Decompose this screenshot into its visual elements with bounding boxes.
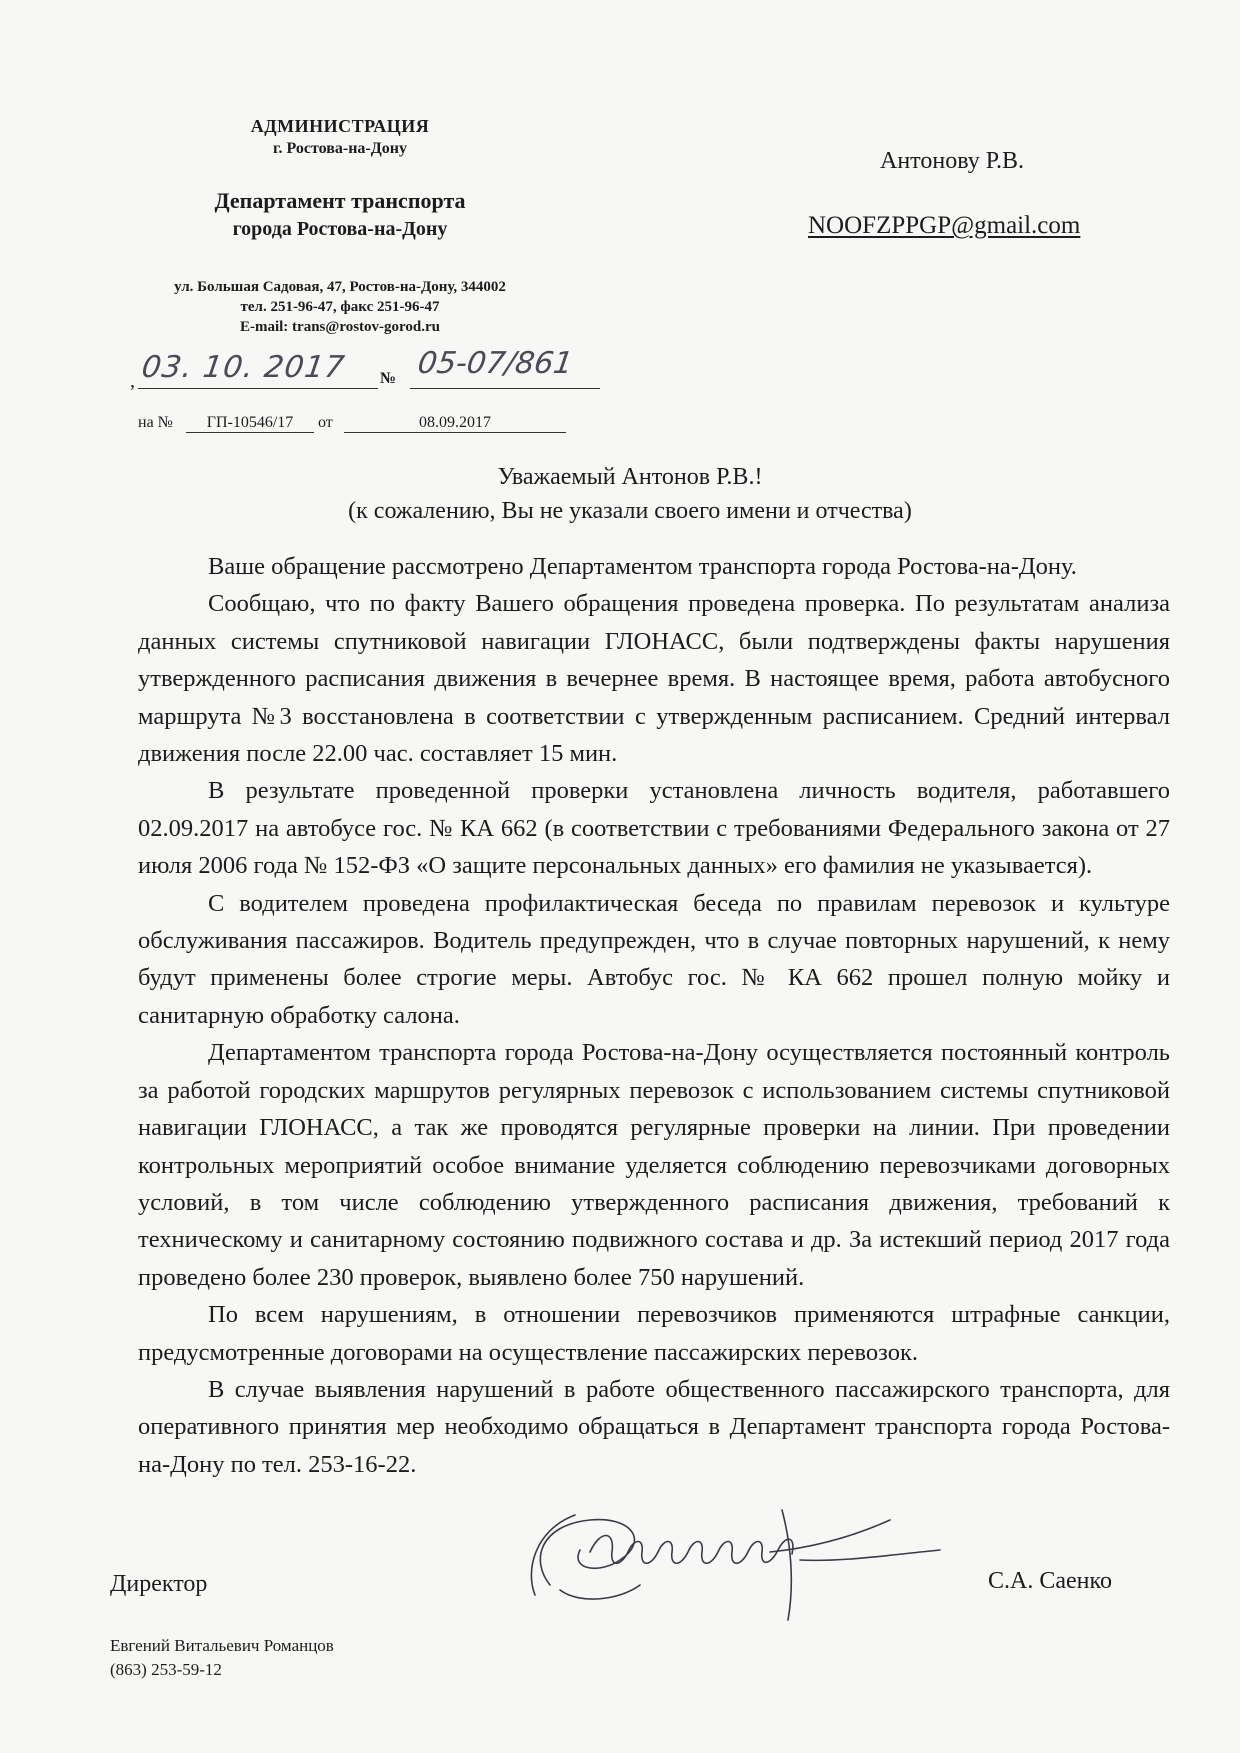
- letterhead-department-line1: Департамент транспорта: [214, 188, 466, 213]
- letterhead-email: E-mail: trans@rostov-gorod.ru: [239, 319, 441, 335]
- outgoing-registration: [130, 346, 600, 392]
- addressee-email: NOOFZPPGP@gmail.com: [808, 212, 1081, 239]
- body-paragraph: В результате проведенной проверки установлена личность водителя, работавшего 02.09.2017 на автобусе гос. № КА 662 (в соответствии с требованиями Федерального закона от 27 июля 2006 года № 152-ФЗ «О защите персональных данных» его фамилия не указывается).: [138, 777, 1170, 880]
- handwritten-signature: [520, 1490, 960, 1630]
- incoming-date-label: от: [318, 414, 333, 431]
- salutation-line2: (к сожалению, Вы не указали своего имени и отчества): [348, 498, 912, 524]
- incoming-reference: [138, 414, 578, 436]
- letterhead-department-line2: города Ростова-на-Дону: [232, 218, 448, 240]
- letterhead-phone-fax: тел. 251-96-47, факс 251-96-47: [240, 299, 440, 315]
- registration-date-underline: [138, 388, 378, 389]
- addressee-name: Антонову Р.В.: [880, 148, 1025, 174]
- body-paragraph: Департаментом транспорта города Ростова-на-Дону осуществляется постоянный контроль за работой городских маршрутов регулярных перевозок с использованием системы спутниковой навигации ГЛОНАСС, а так же проводятся регулярные проверки на линии. При проведении контрольных мероприятий особое внимание уделяется соблюдению перевозчиками договорных условий, в том числе соблюдению утвержденного расписания движения, требований к техническому и санитарному состоянию подвижного состава и др. За истекший период 2017 года проведено более 230 проверок, выявлено более 750 нарушений.: [138, 1039, 1170, 1291]
- executor-phone: (863) 253-59-12: [110, 1660, 222, 1679]
- body-paragraph: По всем нарушениям, в отношении перевозчиков применяются штрафные санкции, предусмотренные договорами на осуществление пассажирских перевозок.: [138, 1301, 1170, 1366]
- letterhead-city: г. Ростова-на-Дону: [273, 140, 407, 157]
- letterhead-address: ул. Большая Садовая, 47, Ростов-на-Дону, 344002: [174, 279, 506, 295]
- body-paragraph: Ваше обращение рассмотрено Департаментом транспорта города Ростова-на-Дону.: [208, 553, 1077, 580]
- outgoing-number-handwritten: 05-07/861: [415, 346, 576, 381]
- registration-number-underline: [410, 388, 600, 389]
- incoming-date: 08.09.2017: [344, 414, 566, 433]
- outgoing-number-label: №: [380, 370, 397, 387]
- executor-name: Евгений Витальевич Романцов: [110, 1636, 334, 1655]
- incoming-number: ГП-10546/17: [186, 414, 314, 433]
- outgoing-date-handwritten: 03. 10. 2017: [139, 350, 348, 385]
- registration-comma: ,: [130, 370, 135, 392]
- body-paragraph: С водителем проведена профилактическая беседа по правилам перевозок и культуре обслуживания пассажиров. Водитель предупрежден, что в случае повторных нарушений, к нему будут применены более строгие меры. Автобус гос. № КА 662 прошел полную мойку и санитарную обработку салона.: [138, 889, 1170, 1029]
- letter-body: [138, 548, 1170, 1483]
- body-paragraph: В случае выявления нарушений в работе общественного пассажирского транспорта, для оперативного принятия мер необходимо обращаться в Департамент транспорта города Ростова-на-Дону по тел. 253-16-22.: [138, 1375, 1170, 1478]
- incoming-number-label: на №: [138, 414, 173, 431]
- letterhead-admin: АДМИНИСТРАЦИЯ: [250, 116, 430, 136]
- signatory-name: С.А. Саенко: [988, 1568, 1112, 1594]
- signatory-title: Директор: [110, 1571, 208, 1597]
- body-paragraph: Сообщаю, что по факту Вашего обращения проведена проверка. По результатам анализа данных системы спутниковой навигации ГЛОНАСС, были подтверждены факты нарушения утвержденного расписания движения в вечернее время. В настоящее время, работа автобусного маршрута №3 восстановлена в соответствии с утвержденным расписанием. Средний интервал движения после 22.00 час. составляет 15 мин.: [138, 590, 1170, 768]
- salutation-line1: Уважаемый Антонов Р.В.!: [497, 464, 763, 490]
